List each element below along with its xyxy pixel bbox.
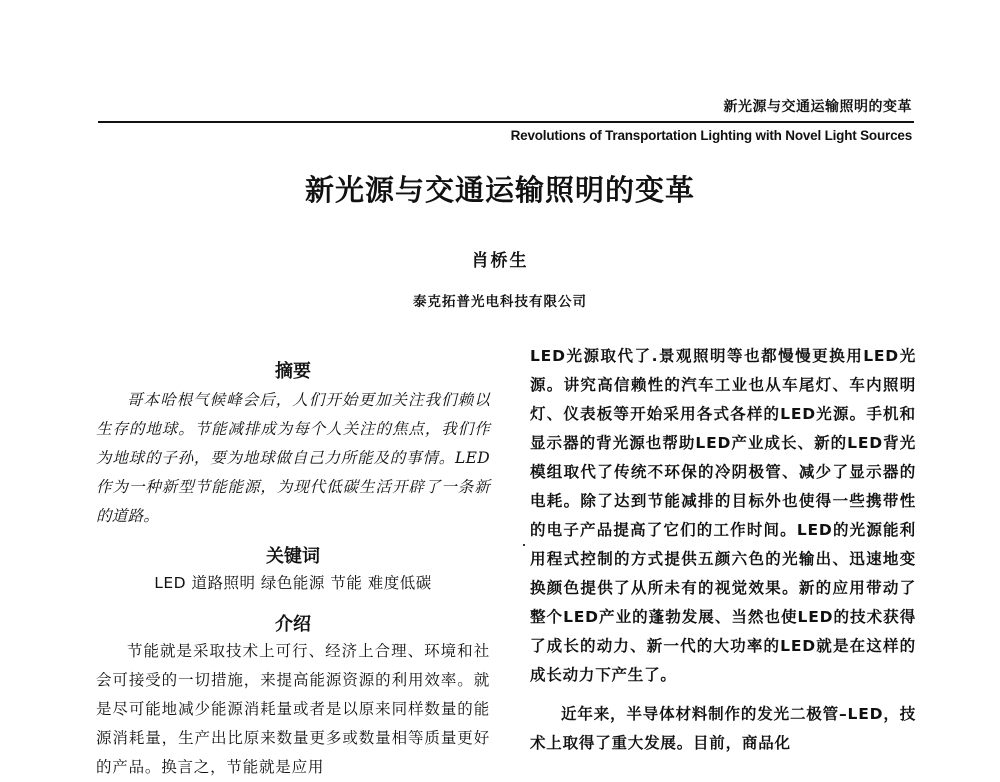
abstract-text: 哥本哈根气候峰会后，人们开始更加关注我们赖以生存的地球。节能减排成为每个人关注的焦点，我们作为地球的子孙，要为地球做自己力所能及的事情。LED 作为一种新型节能能源，为现代低碳生活开辟了一条新的道路。 — [96, 391, 490, 525]
header-divider — [98, 121, 914, 123]
right-paragraph-1: LED光源取代了.景观照明等也都慢慢更换用LED光源。讲究高信赖性的汽车工业也从车尾灯、车内照明灯、仪表板等开始采用各式各样的LED光源。手机和显示器的背光源也帮助LED产业成长、新的LED背光模组取代了传统不环保的冷阴极管、减少了显示器的电耗。除了达到节能减排的目标外也使得一些携带性的电子产品提高了它们的工作时间。LED的光源能利用程式控制的方式提供五颜六色的光输出、迅速地变换颜色提供了从所未有的视觉效果。新的应用带动了整个LED产业的蓬勃发展、当然也使LED的技术获得了成长的动力、新一代的大功率的LED就是在这样的成长动力下产生了。 — [530, 347, 916, 684]
running-header-en: Revolutions of Transportation Lighting with Novel Light Sources — [510, 128, 912, 143]
author-affiliation: 泰克拓普光电科技有限公司 — [413, 294, 587, 310]
paper-title: 新光源与交通运输照明的变革 — [304, 173, 695, 207]
keywords-text: LED 道路照明 绿色能源 节能 难度低碳 — [154, 574, 432, 592]
introduction-text: 节能就是采取技术上可行、经济上合理、环境和社会可接受的一切措施，来提高能源资源的利用效率。就是尽可能地减少能源消耗量或者是以原来同样数量的能源消耗量，生产出比原来数量更多或数量相等质量更好的产品。换言之，节能就是应用 — [96, 642, 490, 776]
right-column — [530, 342, 916, 758]
running-header-zh: 新光源与交通运输照明的变革 — [723, 99, 912, 115]
author-name: 肖桥生 — [471, 251, 529, 271]
abstract-heading: 摘要 — [275, 361, 311, 382]
introduction-heading: 介绍 — [275, 614, 311, 635]
keywords-heading: 关键词 — [266, 546, 320, 567]
left-column — [96, 360, 490, 782]
right-paragraph-2: 近年来，半导体材料制作的发光二极管–LED，技术上取得了重大发展。目前，商品化 — [530, 705, 916, 752]
stray-dot — [523, 544, 525, 546]
